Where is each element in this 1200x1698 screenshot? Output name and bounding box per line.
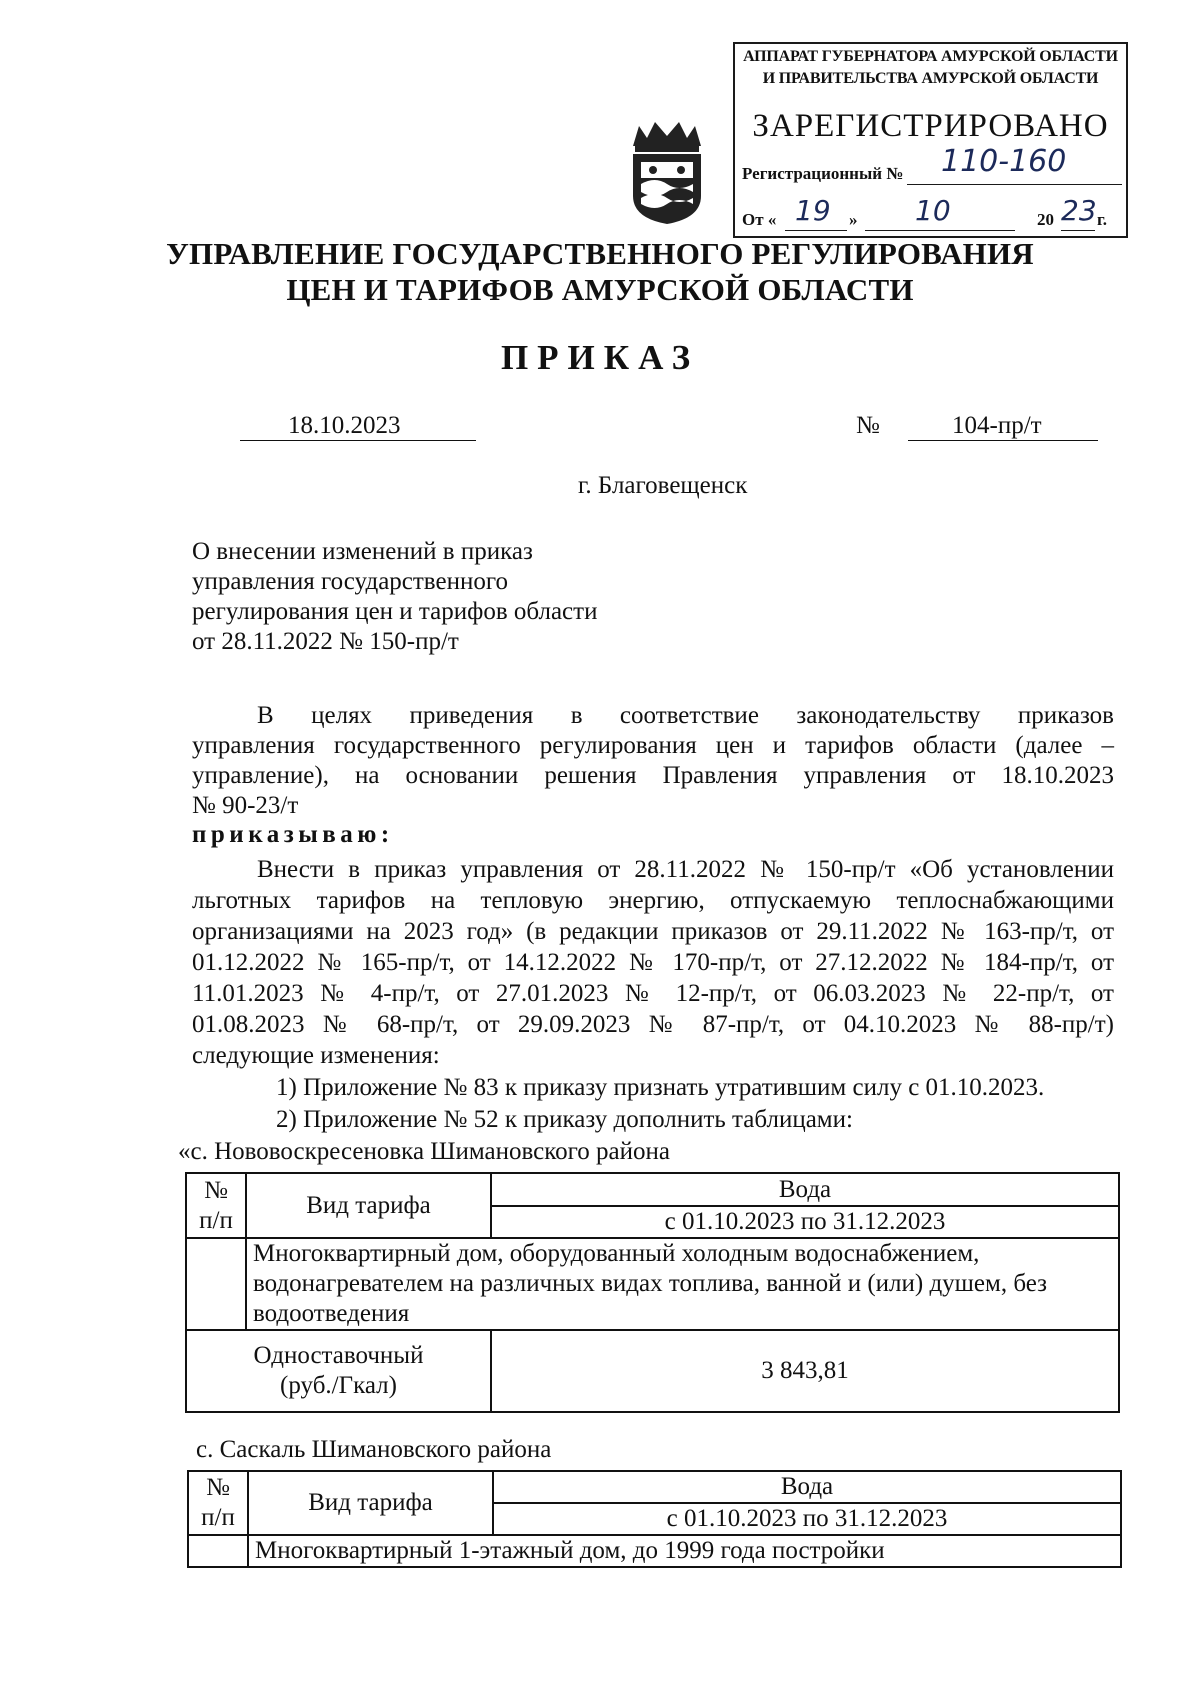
table1-col-num-line1: № <box>204 1176 228 1204</box>
stamp-day-line <box>785 230 847 231</box>
table2-col-num <box>188 1471 248 1535</box>
table1-caption: «с. Нововоскресеновка Шимановского района <box>178 1138 670 1165</box>
item-1: 1) Приложение № 83 к приказу признать утратившим силу с 01.10.2023. <box>276 1074 1045 1101</box>
subject-line: управления государственного <box>192 568 508 595</box>
stamp-org-line2: И ПРАВИТЕЛЬСТВА АМУРСКОЙ ОБЛАСТИ <box>762 70 1099 87</box>
body-line: Внести в приказ управления от 28.11.2022 № 150-пр/т «Об установлении <box>257 856 1114 883</box>
table1-value: 3 843,81 <box>491 1330 1119 1412</box>
table1-col-num <box>186 1173 246 1238</box>
table2-col-num-line2: п/п <box>201 1504 235 1531</box>
stamp-month-line <box>865 230 1015 231</box>
subject-line: регулирования цен и тарифов области <box>192 598 598 625</box>
table1-col-num-line2: п/п <box>199 1206 233 1234</box>
city: г. Благовещенск <box>578 472 748 499</box>
order-word: приказываю: <box>192 821 394 848</box>
stamp-org-line1: АППАРАТ ГУБЕРНАТОРА АМУРСКОЙ ОБЛАСТИ <box>743 48 1118 65</box>
preamble-line: управление), на основании решения Правления управления от 18.10.2023 <box>192 762 1114 789</box>
document-type: ПРИКАЗ <box>500 338 700 377</box>
table1-category-line: водонагревателем на различных видах топлива, ванной и (или) душем, без <box>253 1270 1048 1297</box>
table2-col-period: с 01.10.2023 по 31.12.2023 <box>493 1503 1121 1535</box>
table2-col-resource: Вода <box>493 1471 1121 1503</box>
body-line: льготных тарифов на тепловую энергию, отпускаемую теплоснабжающими <box>192 887 1114 914</box>
stamp-date-mid: » <box>849 210 858 229</box>
stamp-date-year: 23 <box>1061 194 1097 227</box>
table1-tariff-line1: Одноставочный <box>253 1342 424 1369</box>
agency-title-line1: УПРАВЛЕНИЕ ГОСУДАРСТВЕННОГО РЕГУЛИРОВАНИЯ <box>166 236 1034 271</box>
registration-stamp <box>733 42 1128 238</box>
stamp-year-prefix: 20 <box>1037 210 1054 229</box>
body-line: 01.08.2023 № 68-пр/т, от 29.09.2023 № 87-пр/т, от 04.10.2023 № 88-пр/т) <box>192 1011 1114 1038</box>
order-number-underline <box>908 440 1098 441</box>
stamp-reg-number: 110-160 <box>941 144 1067 179</box>
subject-line: от 28.11.2022 № 150-пр/т <box>192 628 459 655</box>
order-date-underline <box>240 440 476 441</box>
table1-category-line: водоотведения <box>253 1300 410 1327</box>
stamp-date-day: 19 <box>795 194 831 227</box>
body-line: следующие изменения: <box>192 1042 440 1069</box>
stamp-year-suffix: г. <box>1097 210 1108 229</box>
order-date: 18.10.2023 <box>288 412 401 439</box>
body-line: организациями на 2023 год» (в редакции приказов от 29.11.2022 № 163-пр/т, от <box>192 918 1114 945</box>
body-line: 01.12.2022 № 165-пр/т, от 14.12.2022 № 170-пр/т, от 27.12.2022 № 184-пр/т, от <box>192 949 1114 976</box>
table1-col-resource: Вода <box>491 1173 1119 1206</box>
tariff-table-2 <box>187 1470 1122 1568</box>
table2-caption: с. Саскаль Шимановского района <box>196 1436 552 1463</box>
table1-row-num <box>186 1238 246 1330</box>
preamble-line: управления государственного регулирования цен и тарифов области (далее – <box>192 732 1114 759</box>
stamp-date-from-label: От « <box>742 210 777 229</box>
order-number: 104-пр/т <box>952 412 1042 439</box>
table2-row-num <box>188 1535 248 1567</box>
table1-col-period: с 01.10.2023 по 31.12.2023 <box>491 1206 1119 1238</box>
table1-tariff-type <box>186 1330 491 1412</box>
preamble-line: № 90-23/т <box>192 792 299 819</box>
table1-col-type: Вид тарифа <box>246 1173 491 1238</box>
stamp-reg-label: Регистрационный № <box>742 164 904 183</box>
body-line: 11.01.2023 № 4-пр/т, от 27.01.2023 № 12-пр/т, от 06.03.2023 № 22-пр/т, от <box>192 980 1114 1007</box>
agency-title-line2: ЦЕН И ТАРИФОВ АМУРСКОЙ ОБЛАСТИ <box>286 272 914 307</box>
stamp-reg-line <box>907 184 1122 185</box>
tariff-table-1 <box>185 1172 1120 1413</box>
table1-category-line: Многоквартирный дом, оборудованный холодным водоснабжением, <box>253 1240 980 1267</box>
table2-col-type: Вид тарифа <box>248 1471 493 1535</box>
stamp-year-line <box>1061 230 1095 231</box>
table1-category <box>246 1238 1119 1330</box>
coat-of-arms-icon <box>625 118 709 228</box>
table2-col-num-line1: № <box>206 1474 230 1501</box>
subject-line: О внесении изменений в приказ <box>192 538 533 565</box>
table2-category: Многоквартирный 1-этажный дом, до 1999 года постройки <box>248 1535 1121 1567</box>
preamble-line: В целях приведения в соответствие законодательству приказов <box>257 702 1114 729</box>
stamp-title: ЗАРЕГИСТРИРОВАНО <box>752 108 1109 144</box>
item-2: 2) Приложение № 52 к приказу дополнить таблицами: <box>276 1106 853 1133</box>
table1-tariff-line2: (руб./Гкал) <box>280 1372 397 1399</box>
stamp-date-month: 10 <box>915 194 951 227</box>
order-number-label: № <box>856 412 880 439</box>
